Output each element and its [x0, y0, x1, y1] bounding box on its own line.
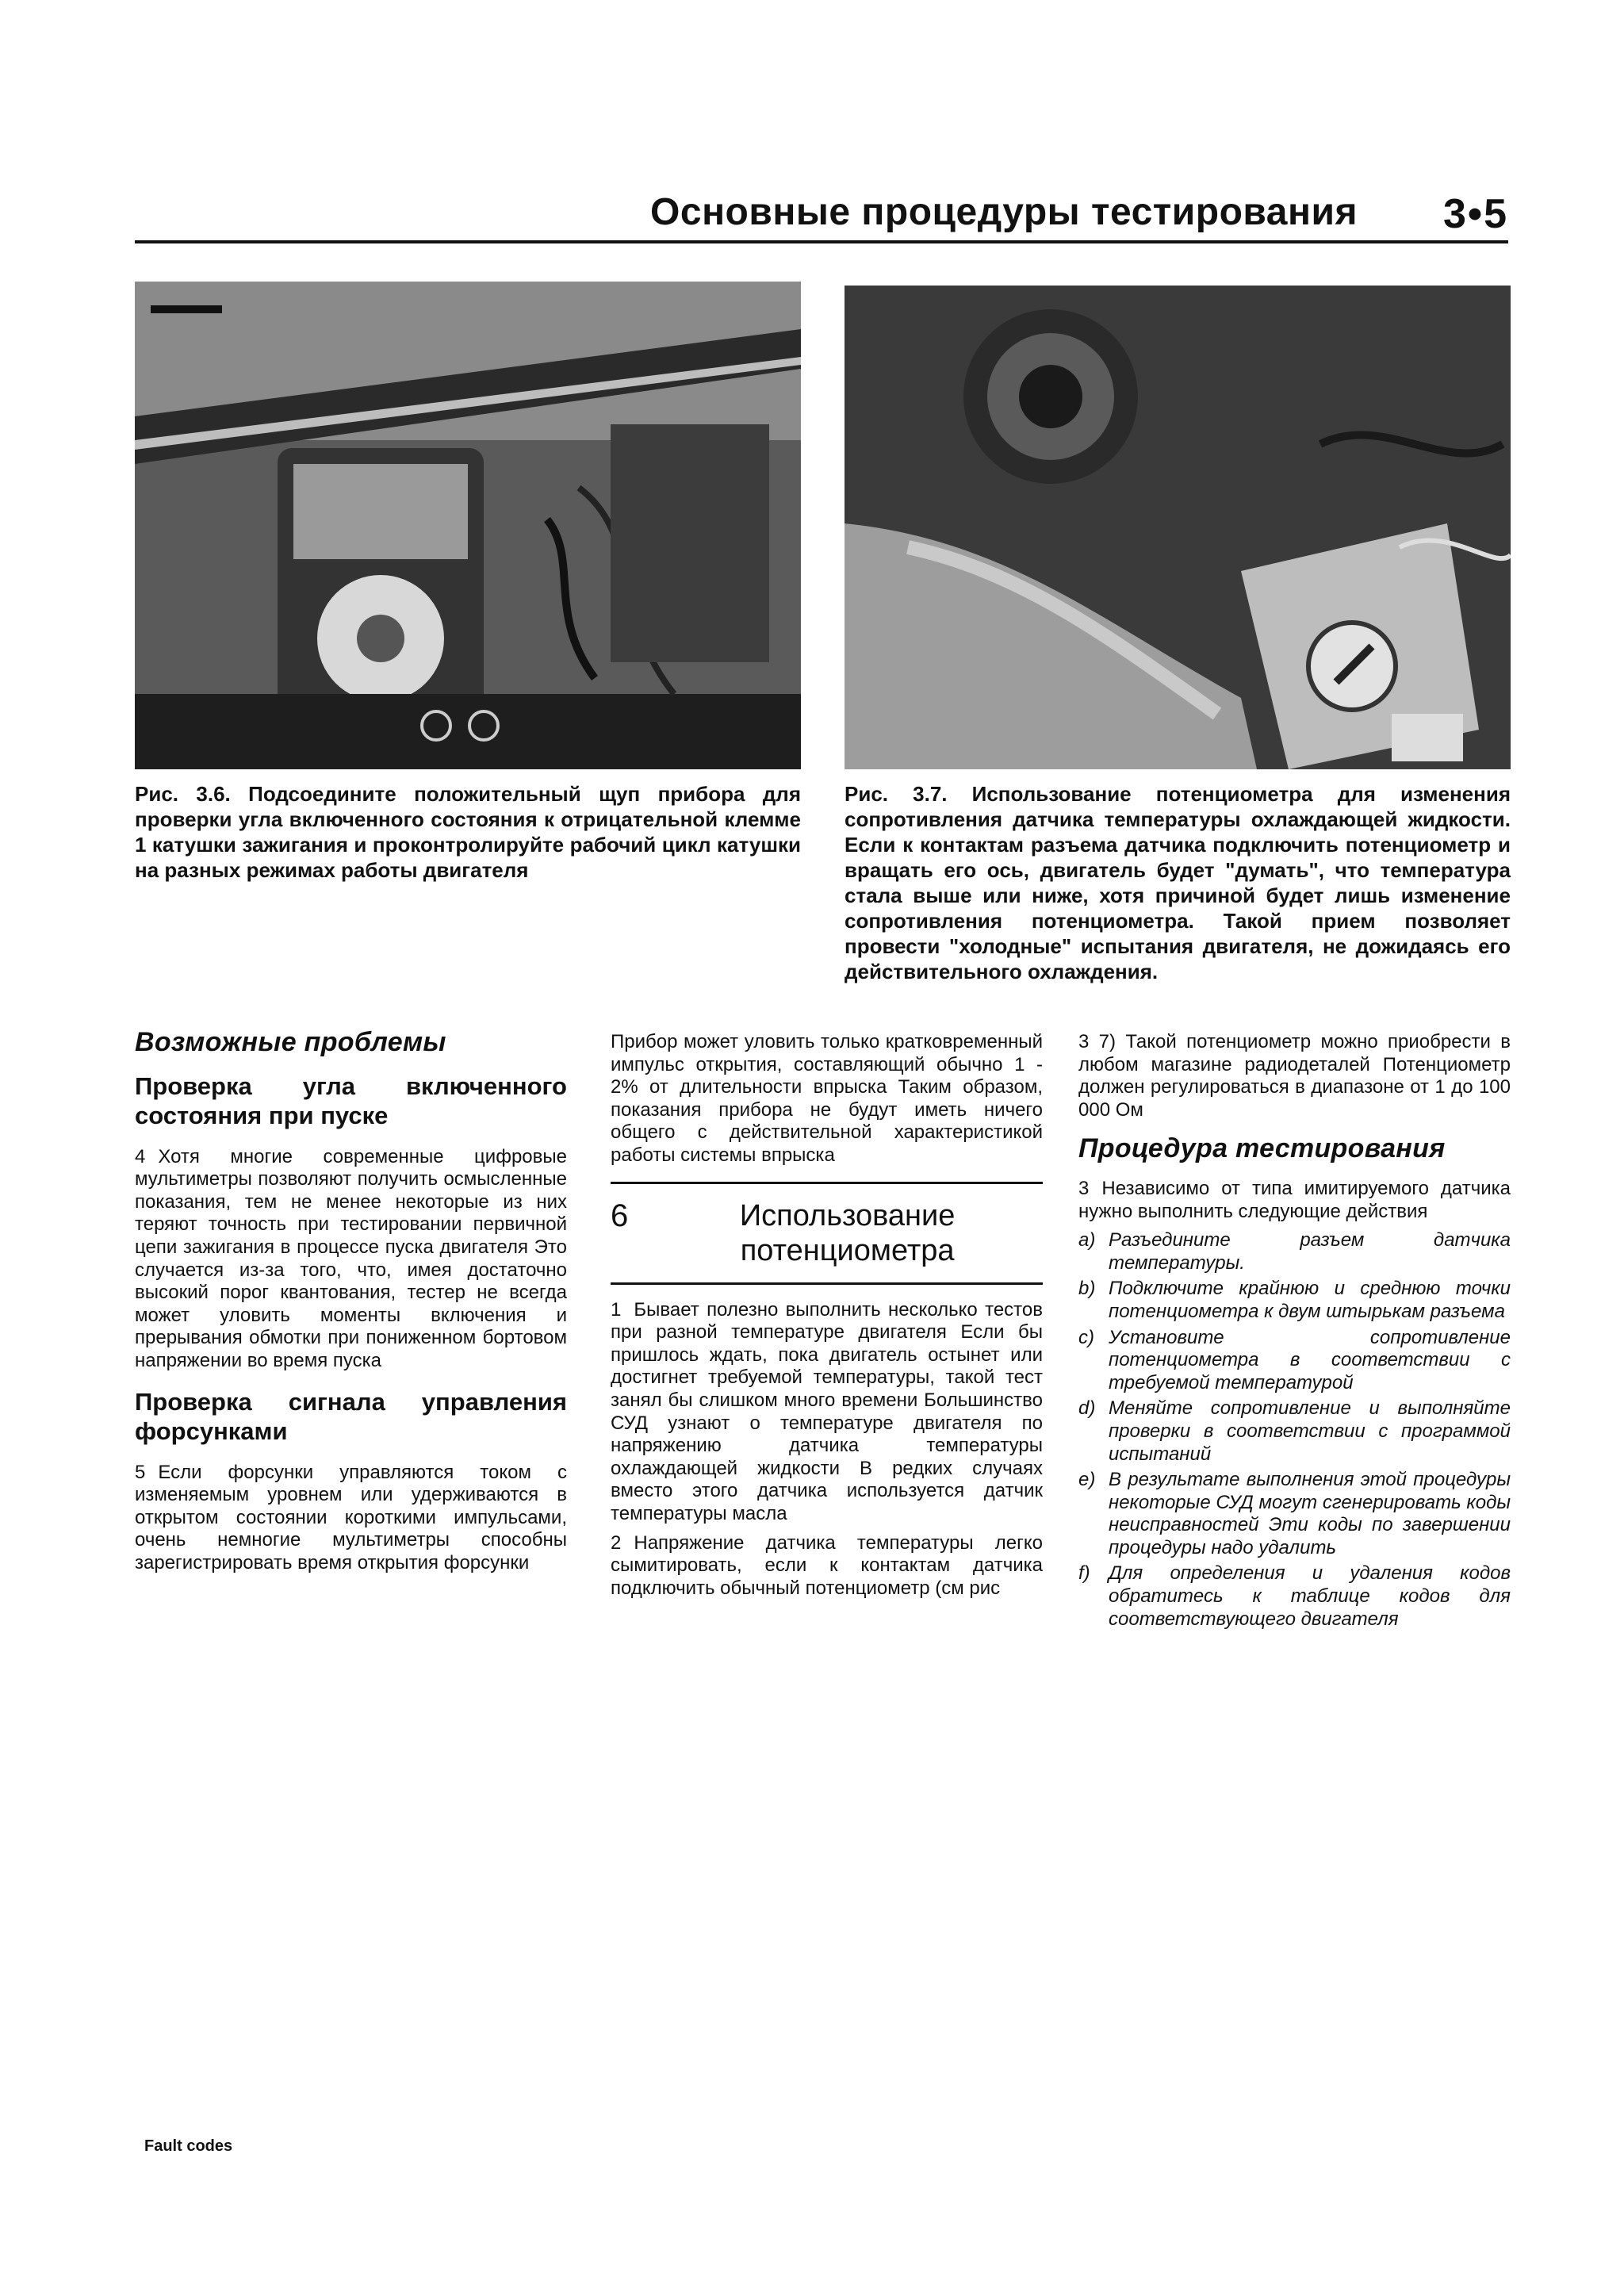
section-title: Использование потенциометра [739, 1198, 956, 1267]
subsection-heading: Проверка угла включенного состояния при пуске [135, 1071, 567, 1129]
paragraph-number: 5 [135, 1461, 146, 1483]
paragraph-text: Напряжение датчика температуры легко сымитировать, если к контактам датчика подключить обычный потенциометр (см рис [611, 1531, 1043, 1599]
paragraph-1 [611, 1299, 1043, 1526]
list-item [1078, 1469, 1511, 1559]
step-letter: c) [1078, 1326, 1094, 1348]
list-item [1078, 1229, 1511, 1274]
paragraph-4 [135, 1146, 567, 1373]
subsection-heading: Проверка сигнала управления форсунками [135, 1387, 567, 1445]
paragraph-continued: Прибор может уловить только кратковременный импульс открытия, составляющий обычно 1 - 2% от длительности впрыска Таким образом, показания прибора не будут иметь ничего общего с действительной характеристикой работы системы впрыска [611, 1031, 1043, 1166]
paragraph-number: 4 [135, 1145, 146, 1167]
paragraph-text: Независимо от типа имитируемого датчика нужно выполнить следующие действия [1078, 1177, 1511, 1222]
paragraph-text: Хотя многие современные цифровые мультиметры позволяют получить осмысленные показания, тем не менее некоторые из них теряют точность при тестировании первичной цепи зажигания в процессе пуска двигателя Это случается из-за того, что, имея достаточно высокий порог квантования, тестер не всегда может уловить моменты включения и прерывания обмотки при пониженном бортовом напряжении во время пуска [135, 1145, 567, 1371]
list-item [1078, 1397, 1511, 1466]
text-column-2 [611, 1031, 1043, 1606]
footer-label: Fault codes [144, 2137, 233, 2155]
step-text: В результате выполнения этой процедуры некоторые СУД могут сгенерировать коды неисправностей Эти коды по завершении процедуры надо удалить [1109, 1469, 1511, 1558]
step-letter: a) [1078, 1229, 1096, 1251]
paragraph-5 [135, 1462, 567, 1575]
section-rule [611, 1282, 1043, 1285]
page-number: 3•5 [1442, 191, 1508, 237]
section-heading: Возможные проблемы [135, 1027, 446, 1057]
section-heading: Процедура тестирования [1078, 1133, 1446, 1164]
figure-3-7-photo [845, 286, 1511, 769]
step-letter: d) [1078, 1397, 1096, 1420]
paragraph-text: Если форсунки управляются током с изменяемым уровнем или удерживаются в открытом состоянии короткими импульсами, очень немногие мультиметры способны зарегистрировать время открытия форсунки [135, 1461, 567, 1573]
list-item [1078, 1278, 1511, 1323]
procedure-steps [1078, 1229, 1511, 1631]
running-title: Основные процедуры тестирования [650, 191, 1358, 233]
paragraph-number: 2 [611, 1531, 622, 1554]
step-text: Подключите крайнюю и среднюю точки потенциометра к двум штырькам разъема [1109, 1278, 1511, 1322]
figure-3-6-caption: Рис. 3.6. Подсоедините положительный щуп прибора для проверки угла включенного состояния к отрицательной клемме 1 катушки зажигания и проконтролируйте рабочий цикл катушки на разных режимах работы двигателя [135, 782, 801, 882]
list-item [1078, 1327, 1511, 1395]
paragraph-number: 1 [611, 1298, 622, 1320]
text-column-1 [135, 1027, 567, 1581]
paragraph-2 [611, 1532, 1043, 1600]
step-letter: b) [1078, 1278, 1096, 1300]
step-text: Меняйте сопротивление и выполняйте проверки в соответствии с программой испытаний [1109, 1397, 1511, 1465]
paragraph-continued: 3 7) Такой потенциометр можно приобрести в любом магазине радиодеталей Потенциометр должен регулироваться в диапазоне от 1 до 100 000 Ом [1078, 1031, 1511, 1121]
paragraph-text: Бывает полезно выполнить несколько тестов при разной температуре двигателя Если бы пришлось ждать, пока двигатель остынет или достигнет требуемой температуры, такой тест занял бы слишком много времени Большинство СУД узнают о температуре двигателя по напряжению датчика температуры охлаждающей жидкости В редких случаях вместо этого датчика используется датчик температуры масла [611, 1298, 1043, 1524]
section-rule [611, 1182, 1043, 1184]
list-item [1078, 1562, 1511, 1631]
text-column-3 [1078, 1031, 1511, 1634]
step-text: Для определения и удаления кодов обратитесь к таблице кодов для соответствующего двигателя [1109, 1562, 1511, 1630]
paragraph-number: 3 [1078, 1177, 1090, 1199]
step-text: Разъедините разъем датчика температуры. [1109, 1229, 1511, 1274]
paragraph-3 [1078, 1178, 1511, 1223]
section-6-heading [611, 1198, 1043, 1268]
page-header [135, 190, 1508, 243]
step-text: Установите сопротивление потенциометра в соответствии с требуемой температурой [1109, 1326, 1511, 1393]
step-letter: f) [1078, 1562, 1090, 1585]
figure-3-7-caption: Рис. 3.7. Использование потенциометра для изменения сопротивления датчика температуры охлаждающей жидкости. Если к контактам разъема датчика подключить потенциометр и вращать его ось, двигатель будет "думать", что температура стала выше или ниже, хотя причиной будет лишь изменение сопротивления потенциометра. Такой прием позволяет провести "холодные" испытания двигателя, не дожидаясь его действительного охлаждения. [845, 782, 1511, 983]
section-number: 6 [611, 1198, 629, 1233]
header-rule [135, 240, 1508, 243]
step-letter: e) [1078, 1469, 1096, 1491]
figure-3-6-photo [135, 282, 801, 769]
